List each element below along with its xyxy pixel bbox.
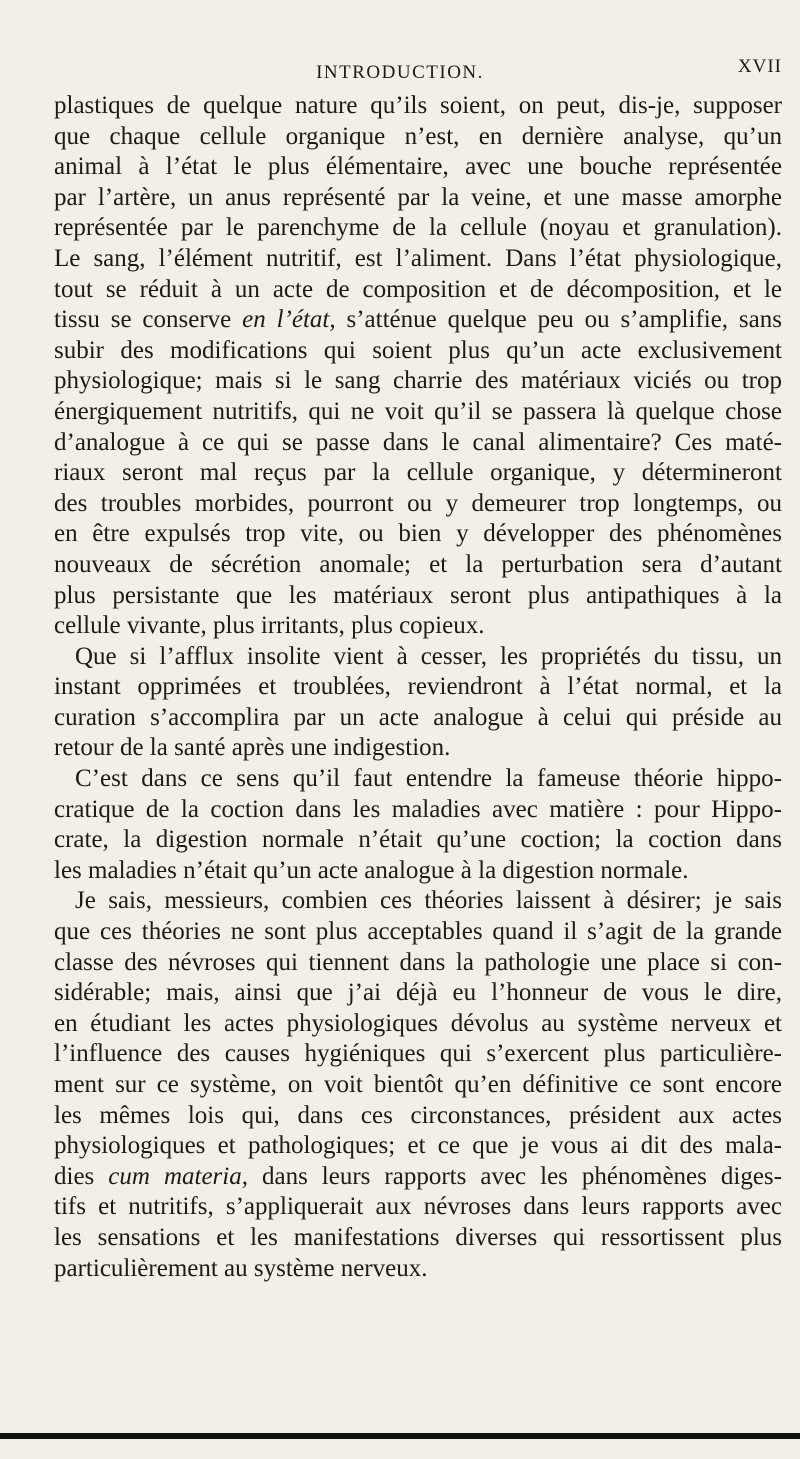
text-line: physiologiques et pathologiques; et ce que je vous ai dit des mala-	[54, 1132, 782, 1160]
text-line: classe des névroses qui tiennent dans la pathologie une place si con-	[54, 948, 782, 976]
text-line: cratique de la coction dans les maladies avec matière : pour Hippo-	[54, 795, 782, 823]
text-line: Je sais, messieurs, combien ces théories laissent à désirer; je sais	[75, 887, 782, 915]
text-line: d’analogue à ce qui se passe dans le canal alimentaire? Ces maté-	[54, 428, 782, 456]
text-line: en étudiant les actes physiologiques dévolus au système nerveux et	[54, 1009, 782, 1037]
text-line: plastiques de quelque nature qu’ils soient, on peut, dis-je, supposer	[54, 92, 782, 119]
body-text	[54, 91, 782, 1284]
text-line: curation s’accomplira par un acte analogue à celui qui préside au	[54, 703, 782, 731]
text-line: tifs et nutritifs, s’appliquerait aux névroses dans leurs rapports avec	[54, 1193, 782, 1221]
running-head	[0, 50, 800, 84]
text-line: nouveaux de sécrétion anomale; et la perturbation sera d’autant	[54, 550, 782, 578]
text-line: représentée par le parenchyme de la cellule (noyau et granulation).	[54, 214, 782, 242]
text-line: Le sang, l’élément nutritif, est l’aliment. Dans l’état physiologique,	[54, 244, 782, 272]
text-line: instant opprimées et troublées, reviendront à l’état normal, et la	[54, 673, 782, 701]
text-line: l’influence des causes hygiéniques qui s’exercent plus particulière-	[54, 1040, 782, 1068]
text-line: retour de la santé après une indigestion.	[54, 734, 451, 762]
text-line: les sensations et les manifestations diverses qui ressortissent plus	[54, 1223, 782, 1251]
page-number: XVII	[737, 56, 782, 77]
text-line: tissu se conserve en l’état, s’atténue quelque peu ou s’amplifie, sans	[54, 306, 782, 334]
italic-phrase: en l’état,	[242, 306, 336, 334]
text-line: ment sur ce système, on voit bientôt qu’en définitive ce sont encore	[54, 1071, 782, 1098]
text-line: les maladies n’était qu’un acte analogue à la digestion normale.	[54, 856, 689, 884]
text-line: que chaque cellule organique n’est, en dernière analyse, qu’un	[54, 122, 782, 150]
text-line: cellule vivante, plus irritants, plus copieux.	[54, 612, 485, 640]
text-line: animal à l’état le plus élémentaire, avec une bouche représentée	[54, 153, 782, 181]
text-line: les mêmes lois qui, dans ces circonstances, président aux actes	[54, 1101, 782, 1129]
text-line: C’est dans ce sens qu’il faut entendre la fameuse théorie hippo-	[75, 765, 782, 793]
text-line: particulièrement au système nerveux.	[54, 1254, 428, 1282]
italic-phrase: cum materia,	[108, 1162, 248, 1190]
text-line: plus persistante que les matériaux seront plus antipathiques à la	[54, 581, 782, 609]
text-line: sidérable; mais, ainsi que j’ai déjà eu l’honneur de vous le dire,	[54, 979, 782, 1007]
text-line: crate, la digestion normale n’était qu’une coction; la coction dans	[54, 826, 782, 854]
text-line: en être expulsés trop vite, ou bien y développer des phénomènes	[54, 520, 782, 548]
text-line: riaux seront mal reçus par la cellule organique, y détermineront	[54, 459, 782, 487]
running-title: INTRODUCTION.	[316, 62, 484, 83]
bottom-edge-rule	[0, 1433, 800, 1439]
text-line: physiologique; mais si le sang charrie des matériaux viciés ou trop	[54, 367, 782, 395]
text-line: énergiquement nutritifs, qui ne voit qu’il se passera là quelque chose	[54, 397, 782, 425]
text-line: Que si l’afflux insolite vient à cesser, les propriétés du tissu, un	[75, 642, 782, 670]
text-line: subir des modifications qui soient plus qu’un acte exclusivement	[54, 336, 782, 364]
text-line: tout se réduit à un acte de composition et de décomposition, et le	[54, 275, 782, 303]
text-line: des troubles morbides, pourront ou y demeurer trop longtemps, ou	[54, 489, 782, 517]
text-line: que ces théories ne sont plus acceptables quand il s’agit de la grande	[54, 918, 782, 946]
text-line: dies cum materia, dans leurs rapports avec les phénomènes diges-	[54, 1162, 782, 1190]
text-line: par l’artère, un anus représenté par la veine, et une masse amorphe	[54, 183, 782, 211]
